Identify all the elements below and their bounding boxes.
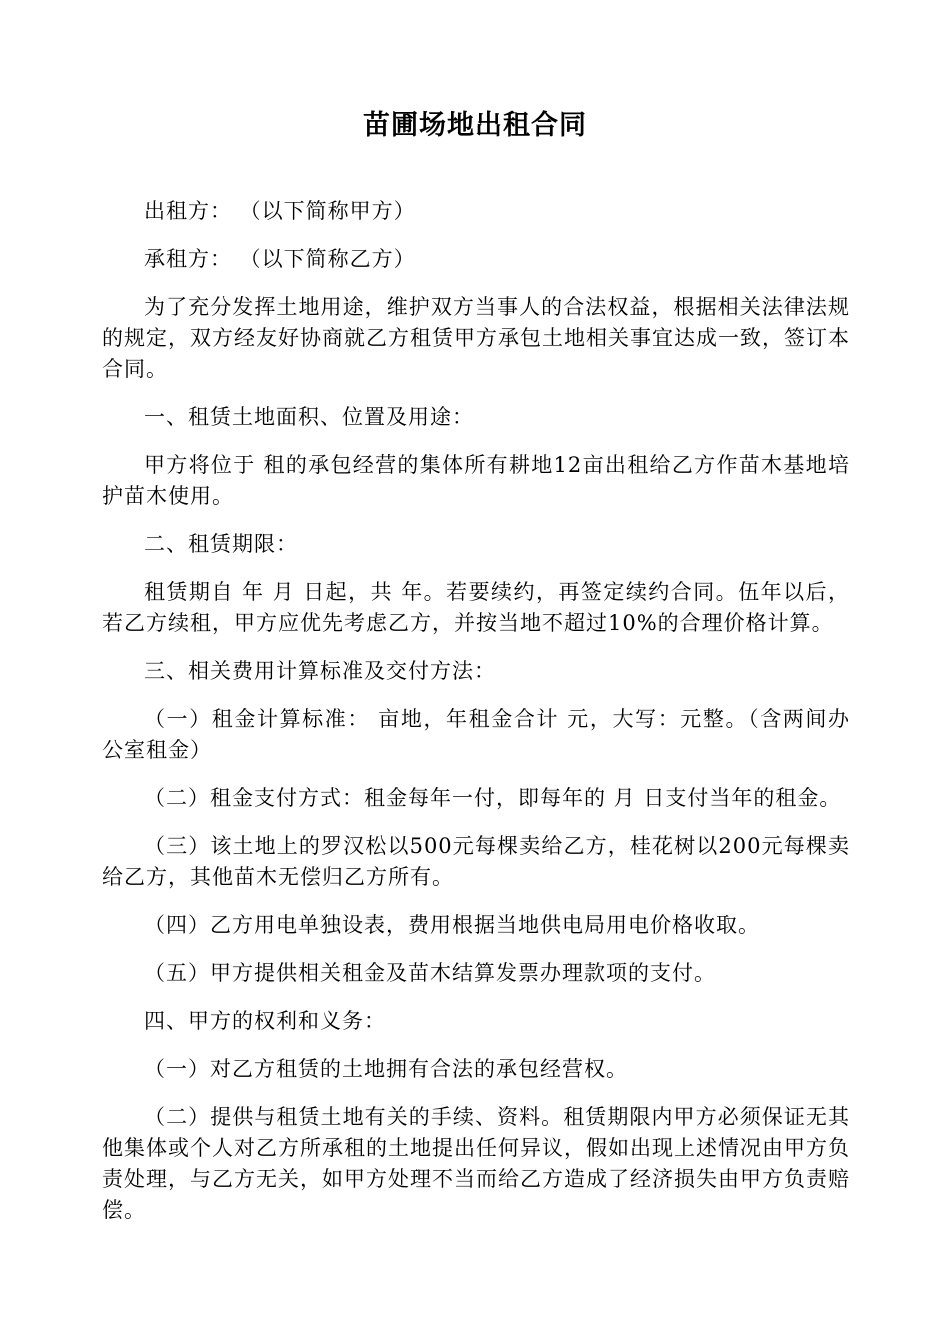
clause-rent-standard: （一）租金计算标准： 亩地，年租金合计 元，大写：元整。（含两间办公室租金） xyxy=(102,707,850,762)
clause-invoice: （五）甲方提供相关租金及苗木结算发票办理款项的支付。 xyxy=(144,961,716,985)
preamble: 为了充分发挥土地用途，维护双方当事人的合法权益，根据相关法律法规的规定，双方经友好协商就乙方租赁甲方承包土地相关事宜达成一致，签订本合同。 xyxy=(102,295,850,381)
party-lessee: 承租方： （以下简称乙方） xyxy=(144,247,416,271)
clause-lessor-right-2: （二）提供与租赁土地有关的手续、资料。租赁期限内甲方必须保证无其他集体或个人对乙方所承租的土地提出任何异议，假如出现上述情况由甲方负责处理，与乙方无关，如甲方处理不当而给乙方造成了经济损失由甲方负责赔偿。 xyxy=(102,1105,850,1222)
section-heading-3: 三、相关费用计算标准及交付方法： xyxy=(144,659,496,683)
clause-trees: （三）该土地上的罗汉松以500元每棵卖给乙方，桂花树以200元每棵卖给乙方，其他苗木无偿归乙方所有。 xyxy=(102,834,850,889)
section-heading-4: 四、甲方的权利和义务： xyxy=(144,1009,386,1033)
party-lessor: 出租方： （以下简称甲方） xyxy=(144,199,416,223)
clause-land: 甲方将位于 租的承包经营的集体所有耕地12亩出租给乙方作苗木基地培护苗木使用。 xyxy=(102,453,850,508)
clause-rent-payment: （二）租金支付方式：租金每年一付，即每年的 月 日支付当年的租金。 xyxy=(144,786,842,810)
clause-electricity: （四）乙方用电单独设表，费用根据当地供电局用电价格收取。 xyxy=(144,913,760,937)
section-heading-2: 二、租赁期限： xyxy=(144,532,298,556)
section-heading-1: 一、租赁土地面积、位置及用途： xyxy=(144,405,474,429)
document-body xyxy=(102,196,850,1243)
clause-lessor-right-1: （一）对乙方租赁的土地拥有合法的承包经营权。 xyxy=(144,1057,628,1081)
clause-term: 租赁期自 年 月 日起，共 年。若要续约，再签定续约合同。伍年以后，若乙方续租，甲方应优先考虑乙方，并按当地不超过10%的合理价格计算。 xyxy=(102,580,850,635)
document-title: 苗圃场地出租合同 xyxy=(363,110,587,141)
